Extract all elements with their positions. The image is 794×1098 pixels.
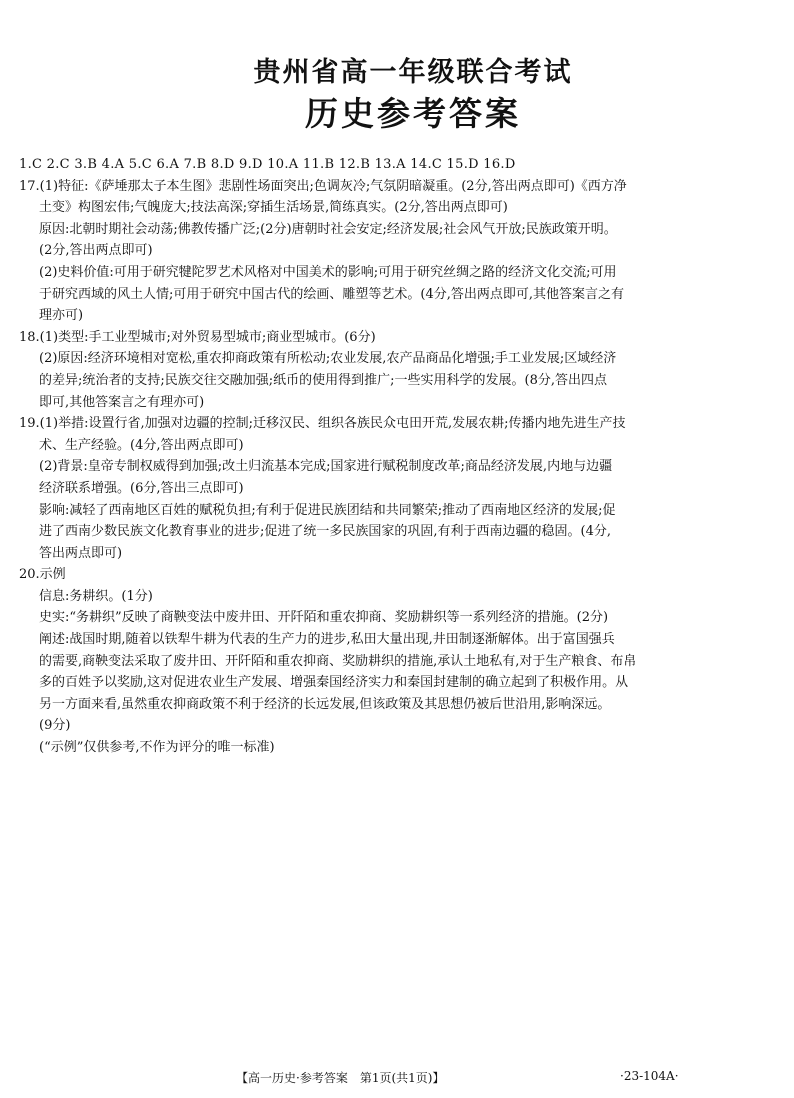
footer-page-info: 【高一历史·参考答案 第1页(共1页)】 — [236, 1071, 445, 1085]
q17-line: 于研究西域的风土人情;可用于研究中国古代的绘画、雕塑等艺术。(4分,答出两点即可,其他答案言之有 — [39, 286, 624, 302]
footer-exam-code: ·23-104A· — [620, 1069, 679, 1083]
q18-line: 的差异;统治者的支持;民族交往交融加强;纸币的使用得到推广;一些实用科学的发展。(8分,答出四点 — [39, 372, 607, 388]
q20-line: 信息:务耕织。(1分) — [39, 588, 153, 604]
q20-line: (9分) — [39, 718, 71, 734]
q17-line: (2分,答出两点即可) — [39, 243, 153, 259]
q20-line: 的需要,商鞅变法采取了废井田、开阡陌和重农抑商、奖励耕织的措施,承认土地私有,对于生产粮食、布帛 — [39, 653, 637, 669]
q17-line: 17.(1)特征:《萨埵那太子本生图》悲剧性场面突出;色调灰冷;气氛阴暗凝重。(2分,答出两点即可)《西方净 — [19, 178, 627, 194]
q18-line: (2)原因:经济环境相对宽松,重农抑商政策有所松动;农业发展,农产品商品化增强;手工业发展;区域经济 — [39, 351, 617, 367]
q19-line: 答出两点即可) — [39, 545, 123, 561]
q20-line: 另一方面来看,虽然重农抑商政策不利于经济的长远发展,但该政策及其思想仍被后世沿用,影响深远。 — [39, 696, 611, 712]
q17-line: (2)史料价值:可用于研究犍陀罗艺术风格对中国美术的影响;可用于研究丝绸之路的经济文化交流;可用 — [39, 264, 617, 280]
q19-line: 19.(1)举措:设置行省,加强对边疆的控制;迁移汉民、组织各族民众屯田开荒,发展农耕;传播内地先进生产技 — [19, 416, 626, 432]
multiple-choice-answers: 1.C 2.C 3.B 4.A 5.C 6.A 7.B 8.D 9.D 10.A 11.B 12.B 13.A 14.C 15.D 16.D — [19, 157, 516, 172]
q17-line: 理亦可) — [39, 308, 84, 324]
question-20 — [19, 564, 781, 758]
q19-line: 经济联系增强。(6分,答出三点即可) — [39, 480, 244, 496]
question-18 — [19, 327, 781, 413]
q18-line: 即可,其他答案言之有理亦可) — [39, 394, 205, 410]
answer-body — [19, 154, 781, 759]
q20-line: 阐述:战国时期,随着以铁犁牛耕为代表的生产力的进步,私田大量出现,井田制逐渐解体。出于富国强兵 — [39, 632, 615, 648]
q19-line: (2)背景:皇帝专制权威得到加强;改土归流基本完成;国家进行赋税制度改革;商品经济发展,内地与边疆 — [39, 459, 613, 475]
q17-line: 土变》构图宏伟;气魄庞大;技法高深;穿插生活场景,简练真实。(2分,答出两点即可) — [39, 200, 508, 216]
question-19 — [19, 413, 781, 564]
q20-line: 多的百姓予以奖励,这对促进农业生产发展、增强秦国经济实力和秦国封建制的确立起到了积极作用。从 — [39, 675, 629, 691]
q19-line: 进了西南少数民族文化教育事业的进步;促进了统一多民族国家的巩固,有利于西南边疆的稳固。(4分, — [39, 524, 611, 540]
document-subtitle: 历史参考答案 — [305, 94, 521, 133]
q19-line: 术、生产经验。(4分,答出两点即可) — [39, 437, 244, 453]
q18-line: 18.(1)类型:手工业型城市;对外贸易型城市;商业型城市。(6分) — [19, 329, 376, 345]
document-title: 贵州省高一年级联合考试 — [253, 57, 573, 88]
q20-line: (“示例”仅供参考,不作为评分的唯一标准) — [39, 740, 275, 756]
q17-line: 原因:北朝时期社会动荡;佛教传播广泛;(2分)唐朝时社会安定;经济发展;社会风气开放;民族政策开明。 — [39, 221, 617, 237]
q20-line: 20.示例 — [19, 567, 66, 583]
question-17 — [19, 176, 781, 327]
q19-line: 影响:减轻了西南地区百姓的赋税负担;有利于促进民族团结和共同繁荣;推动了西南地区经济的发展;促 — [39, 502, 616, 518]
q20-line: 史实:“务耕织”反映了商鞅变法中废井田、开阡陌和重农抑商、奖励耕织等一系列经济的措施。(2分) — [39, 610, 609, 626]
